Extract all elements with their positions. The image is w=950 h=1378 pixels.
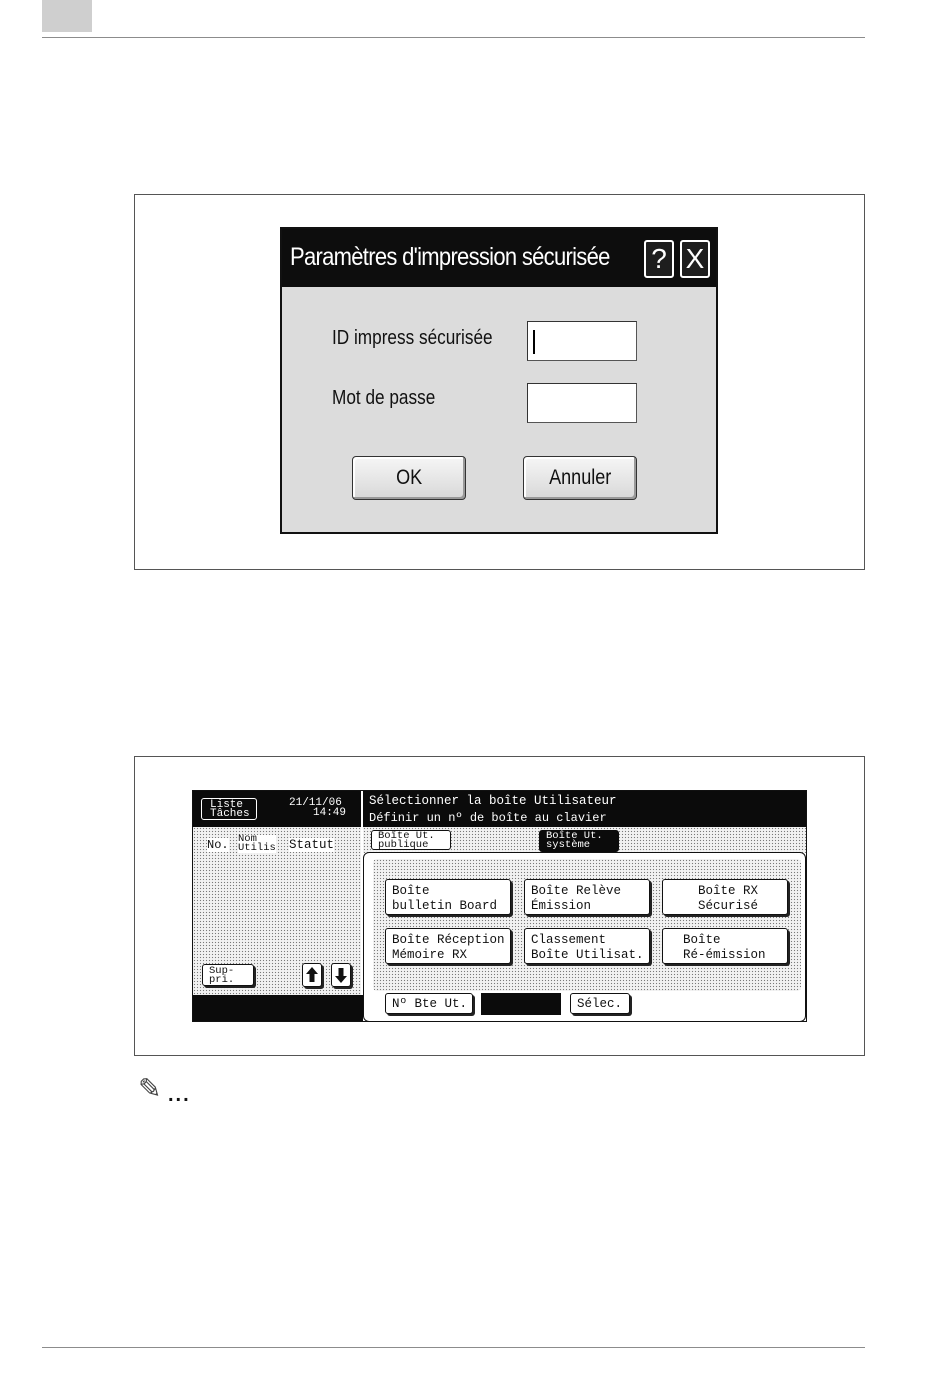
arrow-up-icon <box>304 965 320 985</box>
box-retransmission[interactable]: Boîte Ré-émission <box>662 928 788 964</box>
ok-button-label: OK <box>395 466 423 489</box>
text-caret <box>533 330 535 354</box>
box-bulletin-board[interactable]: Boîte bulletin Board <box>385 879 511 915</box>
cancel-button-label: Annuler <box>548 466 612 489</box>
pencil-note-icon: ✎ <box>138 1072 162 1105</box>
close-button[interactable] <box>680 240 710 278</box>
dialog-title-bar <box>282 229 716 287</box>
tab-system-box[interactable]: Boîte Ut. système <box>539 830 619 852</box>
footer-rule <box>42 1347 865 1348</box>
header-instruction-2: Définir un nº de boîte au clavier <box>369 811 607 825</box>
page-header-tab <box>42 0 92 32</box>
box-memory-rx[interactable]: Boîte Réception Mémoire RX <box>385 928 511 964</box>
secure-id-input[interactable] <box>527 321 637 361</box>
date-display: 21/11/06 <box>289 797 342 809</box>
column-status: Statut <box>289 838 335 852</box>
cancel-button[interactable] <box>523 456 637 500</box>
job-list-button[interactable]: Liste Tâches <box>201 798 257 820</box>
dialog-title: Paramètres d'impression sécurisée <box>290 243 610 271</box>
secure-id-label: ID impress sécurisée <box>332 327 493 349</box>
time-display: 14:49 <box>313 807 347 819</box>
arrow-down-icon <box>333 965 349 985</box>
help-icon: ? <box>651 243 667 274</box>
box-polling-transmission[interactable]: Boîte Relève Émission <box>524 879 650 915</box>
left-status-bar <box>193 995 363 1022</box>
header-instruction-1: Sélectionner la boîte Utilisateur <box>369 794 617 808</box>
scroll-down-button[interactable] <box>331 963 351 987</box>
ok-button[interactable] <box>352 456 466 500</box>
delete-button[interactable]: Sup- pri. <box>202 964 254 986</box>
note-ellipsis: ... <box>168 1084 191 1106</box>
user-box-panel <box>192 790 807 1022</box>
column-user-name: Nom Utilis <box>238 833 276 854</box>
password-label: Mot de passe <box>332 387 436 409</box>
header-rule <box>42 37 865 38</box>
column-no: No. <box>207 838 229 852</box>
help-button[interactable] <box>644 240 674 278</box>
box-number-button[interactable]: Nº Bte Ut. <box>385 993 473 1014</box>
box-user-filing[interactable]: Classement Boîte Utilisat. <box>524 928 650 964</box>
close-icon: X <box>685 243 705 274</box>
scroll-up-button[interactable] <box>302 963 322 987</box>
password-input[interactable] <box>527 383 637 423</box>
tab-public-box[interactable]: Boîte Ut. publique <box>371 830 451 850</box>
select-button[interactable]: Sélec. <box>570 993 630 1014</box>
box-secure-rx[interactable]: Boîte RX Sécurisé <box>662 879 788 915</box>
box-number-input[interactable] <box>481 993 561 1015</box>
secure-print-dialog <box>280 227 718 534</box>
